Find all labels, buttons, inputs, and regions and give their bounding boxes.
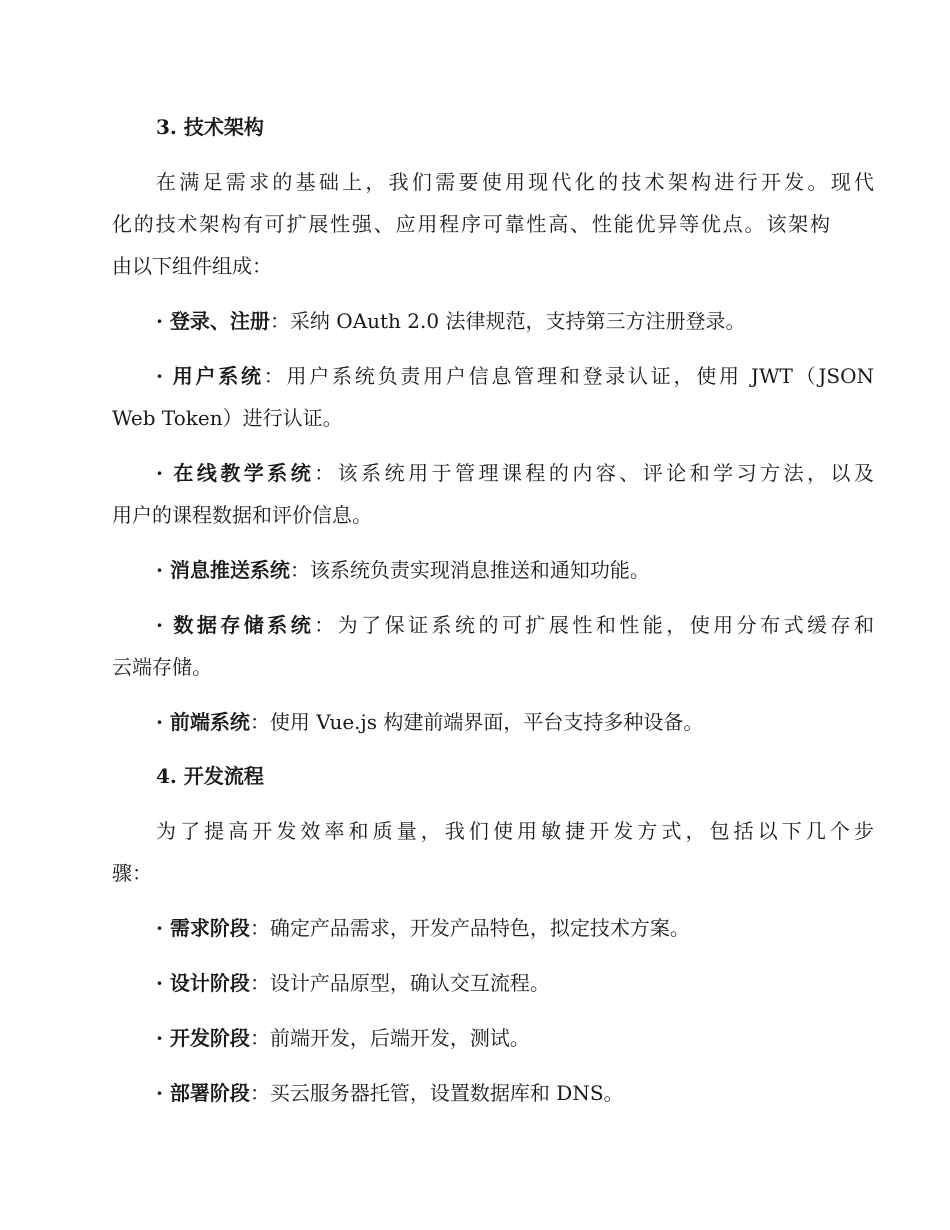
list-item-frontend: [112, 707, 874, 737]
list-item-text: ：设计产品原型，确认交互流程。: [249, 971, 550, 995]
list-item-text: ：该系统用于管理课程的内容、评论和学习方法，以及: [314, 461, 874, 485]
paragraph-line: 由以下组件组成：: [112, 254, 272, 278]
paragraph-line: 骤：: [112, 861, 152, 885]
list-item-development: [112, 1023, 874, 1053]
list-item-text: ：使用 Vue.js 构建前端界面，平台支持多种设备。: [249, 710, 704, 734]
list-item-text: ：确定产品需求，开发产品特色，拟定技术方案。: [249, 916, 690, 940]
list-item-push: [112, 555, 874, 585]
list-item-text: ：采纳 OAuth 2.0 法律规范，支持第三方注册登录。: [269, 309, 746, 333]
list-item-continuation: 云端存储。: [112, 655, 212, 679]
list-item-title: · 消息推送系统: [156, 558, 290, 582]
list-item-title: · 用户系统: [156, 364, 264, 388]
paragraph-line: 为了提高开发效率和质量，我们使用敏捷开发方式，包括以下几个步: [156, 819, 874, 843]
list-item-text: ：该系统负责实现消息推送和通知功能。: [289, 558, 650, 582]
list-item-title: · 数据存储系统: [156, 613, 315, 637]
list-item-deployment: [112, 1078, 874, 1108]
list-item-online-teaching: [112, 458, 874, 488]
list-item-requirements: [112, 913, 874, 943]
list-item-text: ：前端开发，后端开发，测试。: [249, 1026, 530, 1050]
section-heading-process: 4. 开发流程: [156, 764, 264, 788]
list-item-continuation: Web Token）进行认证。: [112, 406, 343, 430]
list-item-continuation: 用户的课程数据和评价信息。: [112, 503, 372, 527]
list-item-title: · 在线教学系统: [156, 461, 315, 485]
paragraph-line: 在满足需求的基础上，我们需要使用现代化的技术架构进行开发。现代: [156, 170, 874, 194]
list-item-design: [112, 968, 874, 998]
list-item-user-system: [112, 361, 874, 391]
list-item-text: ：为了保证系统的可扩展性和性能，使用分布式缓存和: [314, 613, 874, 637]
list-item-title: · 部署阶段: [156, 1081, 250, 1105]
list-item-text: ：买云服务器托管，设置数据库和 DNS。: [249, 1081, 624, 1105]
list-item-title: · 前端系统: [156, 710, 250, 734]
list-item-title: · 设计阶段: [156, 971, 250, 995]
list-item-storage: [112, 610, 874, 640]
list-item-title: · 登录、注册: [156, 309, 270, 333]
section-heading-architecture: 3. 技术架构: [156, 115, 264, 139]
list-item-login: [112, 306, 874, 336]
list-item-title: · 需求阶段: [156, 916, 250, 940]
list-item-text: ：用户系统负责用户信息管理和登录认证，使用 JWT（JSON: [263, 364, 874, 388]
list-item-title: · 开发阶段: [156, 1026, 250, 1050]
paragraph-line: 化的技术架构有可扩展性强、应用程序可靠性高、性能优异等优点。该架构: [112, 212, 830, 236]
